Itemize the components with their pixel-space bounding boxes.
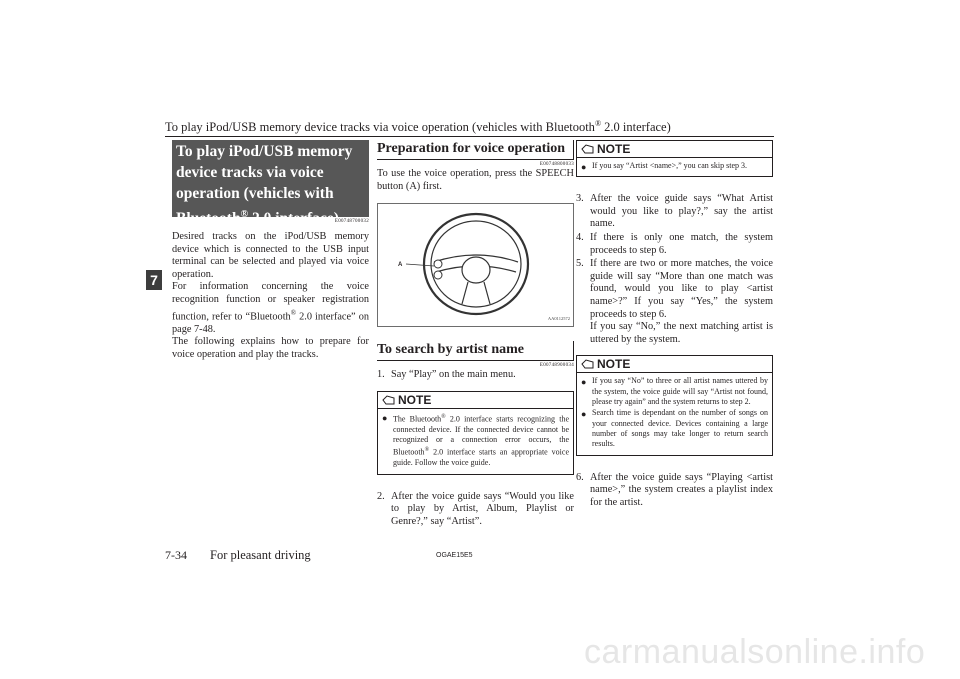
section-code: E00748800033	[539, 162, 574, 167]
note-hand-icon	[581, 143, 595, 155]
note-box	[576, 140, 773, 177]
figure-callout-a: A	[398, 262, 403, 269]
footer-code: OGAE15E5	[436, 552, 473, 559]
step-1: 1. Say “Play” on the main menu.	[377, 369, 516, 381]
steering-wheel-illustration	[378, 204, 567, 326]
note-bullet: ● Search time is dependant on the number of songs on your connected device. Devices containing a large number of songs may take longer to return search results.	[581, 408, 768, 449]
paragraph: Desired tracks on the iPod/USB memory device which is connected to the USB input terminal can be selected and played via voice operation.	[172, 231, 369, 280]
note-bullet: ● If you say “No” to three or all artist names uttered by the system, the voice guide will say “Artist not found, please try again” and the system returns to step 2.	[581, 376, 768, 407]
note-box	[576, 355, 773, 455]
column-right	[576, 140, 773, 510]
figure-code: AA0112572	[547, 315, 570, 321]
step-6: 6. After the voice guide says “Playing <artist name>,” the system creates a playlist index for the artist.	[576, 471, 773, 508]
paragraph: For information concerning the voice recognition function or speaker registration function, refer to “Bluetooth® 2.0 interface” on page 7-48.	[172, 281, 369, 335]
section-heading: Preparation for voice operation	[377, 140, 574, 160]
chapter-tab: 7	[146, 270, 162, 290]
section-title-line: device tracks via voice	[176, 164, 324, 181]
note-bullet: ● If you say “Artist <name>,” you can skip step 3.	[581, 161, 747, 172]
paragraph: The following explains how to prepare for voice operation and play the tracks.	[172, 336, 369, 360]
note-box	[377, 391, 574, 475]
note-header: NOTE	[577, 141, 772, 158]
step-5: 5. If there are two or more matches, the voice guide will say “More than one match was found, would you like to play <artist name>?” If you say “Yes,” the system proceeds to step 6. If you say “No,” the next matching artist is uttered by the system.	[576, 258, 773, 345]
note-hand-icon	[382, 394, 396, 406]
note-hand-icon	[581, 358, 595, 370]
page-number: 7-34	[165, 548, 187, 562]
section-code: E00748900034	[539, 363, 574, 369]
section-title-line: operation (vehicles with	[176, 185, 334, 202]
step-4: 4. If there is only one match, the system proceeds to step 6.	[576, 232, 773, 256]
step-3: 3. After the voice guide says “What Artist would you like to play?,” say the artist name.	[576, 193, 773, 230]
note-header: NOTE	[378, 392, 573, 409]
watermark: carmanualsonline.info	[584, 633, 926, 671]
note-bullet: ● The Bluetooth® 2.0 interface starts recognizing the connected device. If the connected device cannot be recognized or a connection error occurs, the Bluetooth® 2.0 interface starts an appropriate voice guide. Follow the voice guide.	[382, 412, 569, 468]
section-code: E00748700032	[334, 219, 369, 224]
column-left	[172, 140, 369, 361]
steering-wheel-figure	[377, 203, 574, 327]
running-head: To play iPod/USB memory device tracks via voice operation (vehicles with Bluetooth® 2.0 interface)	[165, 119, 671, 135]
header-rule	[165, 136, 774, 137]
column-middle	[377, 140, 574, 529]
note-header: NOTE	[577, 356, 772, 373]
section-title-line: Bluetooth® 2.0 interface)	[176, 209, 339, 228]
footer-title: For pleasant driving	[210, 548, 311, 562]
step-2: 2. After the voice guide says “Would you like to play by Artist, Album, Playlist or Genre?,” say “Artist”.	[377, 490, 574, 527]
section-heading: To search by artist name	[377, 341, 574, 361]
section-title-line: To play iPod/USB memory	[176, 143, 353, 160]
paragraph: To use the voice operation, press the SPEECH button (A) first.	[377, 168, 574, 192]
